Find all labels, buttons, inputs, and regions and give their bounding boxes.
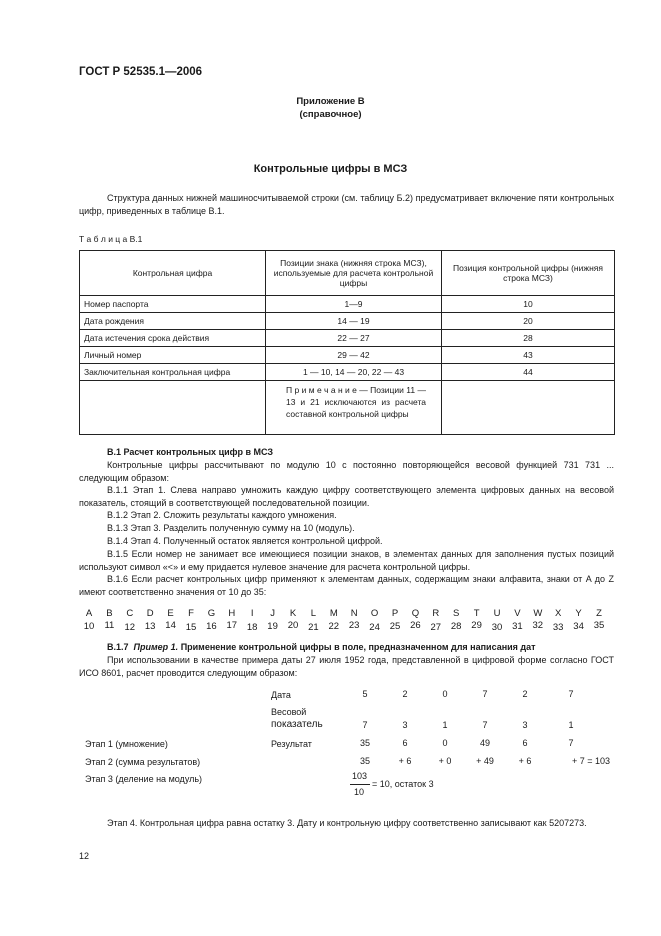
alphabet-letter: E <box>167 608 174 619</box>
b1-paragraph: Контрольные цифры рассчитывают по модулю 10 с постоянно повторяющейся весовой функцией 731 731 ... следующим образом: <box>79 460 614 483</box>
sum-term: + 6 <box>518 756 532 766</box>
alphabet-letter: K <box>289 608 297 619</box>
section-title: Контрольные цифры в МСЗ <box>253 163 408 175</box>
table-note-cell <box>266 381 442 435</box>
table-caption: Т а б л и ц а В.1 <box>79 234 143 244</box>
product-value: 7 <box>568 738 574 748</box>
date-digit: 5 <box>362 689 368 699</box>
empty-cell <box>80 381 266 435</box>
sum-term: + 6 <box>398 756 412 766</box>
example-heading <box>107 641 536 654</box>
weight-value: 7 <box>362 720 368 730</box>
table-cell: 22 — 27 <box>266 330 442 347</box>
alphabet-letter: O <box>370 608 379 619</box>
b1-heading: В.1 Расчет контрольных цифр в МСЗ <box>107 447 274 457</box>
date-digit: 2 <box>522 689 528 699</box>
alphabet-value: 16 <box>206 621 217 632</box>
table-cell: Личный номер <box>80 347 266 364</box>
alphabet-value: 13 <box>144 621 156 632</box>
product-value: 49 <box>479 738 490 748</box>
sum-term: + 0 <box>438 756 452 766</box>
alphabet-value: 34 <box>573 621 584 632</box>
alphabet-letter: L <box>310 608 317 619</box>
table-cell: 43 <box>442 347 615 364</box>
alphabet-letter: U <box>493 608 501 619</box>
table-row <box>80 296 615 313</box>
table-header-row <box>80 251 615 296</box>
alphabet-value: 23 <box>348 620 360 631</box>
table-cell: 14 — 19 <box>266 313 442 330</box>
alphabet-letter: X <box>555 608 562 619</box>
table-cell: 10 <box>442 296 615 313</box>
alphabet-value: 14 <box>165 620 176 631</box>
table-cell: 44 <box>442 364 615 381</box>
alphabet-letter: B <box>106 608 113 619</box>
alphabet-value: 18 <box>246 622 258 633</box>
alphabet-value: 32 <box>532 620 544 631</box>
stage-3-label: Этап 3 (деление на модуль) <box>85 774 203 784</box>
product-value: 35 <box>359 738 370 748</box>
b1-4-paragraph: В.1.4 Этап 4. Полученный остаток является контрольной цифрой. <box>107 536 383 546</box>
alphabet-value: 26 <box>410 620 421 631</box>
alphabet-letter: H <box>228 608 236 619</box>
alphabet-letter: M <box>329 608 338 619</box>
alphabet-letter: Z <box>596 608 602 619</box>
b1-3-paragraph: В.1.3 Этап 3. Разделить полученную сумму на 10 (модуль). <box>107 523 355 533</box>
table-cell: 20 <box>442 313 615 330</box>
table-row <box>80 364 615 381</box>
header-cell: Контрольная цифра <box>80 251 266 296</box>
table-cell: Заключительная контрольная цифра <box>80 364 266 381</box>
weight-value: 1 <box>568 720 574 730</box>
result-label: Результат <box>271 739 312 749</box>
product-value: 6 <box>522 738 528 748</box>
b1-6-paragraph: В.1.6 Если расчет контрольных цифр применяют к элементам данных, содержащим знаки алфавита, знаки от A до Z имеют соответственно значения от 10 до 35: <box>79 574 614 597</box>
example-paragraph: При использовании в качестве примера даты 27 июля 1952 года, представленной в цифровой форме согласно ГОСТ ИСО 8601, расчет проводится следующим образом: <box>79 655 614 678</box>
table-cell: Дата истечения срока действия <box>80 330 266 347</box>
alphabet-value: 21 <box>308 622 319 633</box>
alphabet-value: 25 <box>389 621 401 632</box>
conclusion-paragraph: Этап 4. Контрольная цифра равна остатку 3. Дату и контрольную цифру соответственно записывают как 5207273. <box>107 818 587 828</box>
alphabet-value: 19 <box>267 621 278 632</box>
alphabet-value: 35 <box>593 620 605 631</box>
alphabet-value: 17 <box>226 620 238 631</box>
annex-subtitle: (справочное) <box>299 109 362 120</box>
sum-term: + 7 = 103 <box>571 756 611 766</box>
control-digits-table <box>79 250 615 435</box>
table-cell: 28 <box>442 330 615 347</box>
weight-label-line2: показатель <box>271 719 323 730</box>
weight-value: 7 <box>482 720 488 730</box>
fraction-denominator: 10 <box>354 787 365 797</box>
alphabet-letter: N <box>350 608 358 619</box>
date-digit: 2 <box>402 689 408 699</box>
stage-2-label: Этап 2 (сумма результатов) <box>85 757 201 767</box>
fraction-bar <box>350 784 370 785</box>
alphabet-value: 10 <box>83 621 95 632</box>
alphabet-letter: F <box>188 608 194 619</box>
b1-2-paragraph: В.1.2 Этап 2. Сложить результаты каждого умножения. <box>107 510 337 520</box>
alphabet-letter: Q <box>411 608 420 619</box>
alphabet-value: 15 <box>185 622 197 633</box>
alphabet-value: 22 <box>328 621 340 632</box>
alphabet-letter: A <box>85 608 93 619</box>
table-row <box>80 313 615 330</box>
example-heading-number: В.1.7 <box>107 642 129 652</box>
sum-term: 35 <box>359 756 370 766</box>
page-number: 12 <box>79 851 90 861</box>
alphabet-letter: S <box>453 608 460 619</box>
b1-5-paragraph: В.1.5 Если номер не занимает все имеющиеся позиции знаков, в элементах данных для заполнения пустых позиций используют символ «<» и ему придается нулевое значение для расчета контрольной цифры. <box>79 549 614 572</box>
table-cell: 1—9 <box>266 296 442 313</box>
date-digit: 7 <box>482 689 488 699</box>
alphabet-value: 33 <box>552 622 564 633</box>
weight-value: 3 <box>402 720 408 730</box>
table-cell: Дата рождения <box>80 313 266 330</box>
alphabet-value: 29 <box>471 620 482 631</box>
alphabet-value: 24 <box>369 622 380 633</box>
date-digit: 7 <box>568 689 574 699</box>
product-value: 0 <box>442 738 448 748</box>
alphabet-letter: I <box>250 608 254 619</box>
fraction-result: = 10, остаток 3 <box>372 779 434 789</box>
product-value: 6 <box>402 738 408 748</box>
example-heading-label: Пример 1. <box>133 642 179 652</box>
alphabet-value: 20 <box>287 620 299 631</box>
alphabet-letter: G <box>207 608 216 619</box>
table-cell: Номер паспорта <box>80 296 266 313</box>
alphabet-letter: R <box>432 608 440 619</box>
alphabet-letter: D <box>146 608 154 619</box>
header-cell: Позиции знака (нижняя строка МСЗ), используемые для расчета контрольной цифры <box>266 251 442 296</box>
alphabet-letter: T <box>473 608 480 619</box>
date-label: Дата <box>271 690 291 700</box>
alphabet-value: 30 <box>491 622 503 633</box>
alphabet-value: 28 <box>450 621 462 632</box>
date-digit: 0 <box>442 689 448 699</box>
intro-paragraph: Структура данных нижней машиносчитываемой строки (см. таблицу Б.2) предусматривает включение пяти контрольных цифр, приведенных в таблице В.1. <box>79 193 614 216</box>
b1-1-paragraph: В.1.1 Этап 1. Слева направо умножить каждую цифру соответствующего элемента цифровых данных на весовой показатель, стоящий в соответствующей последовательной позиции. <box>79 485 614 508</box>
alphabet-letter: V <box>514 608 521 619</box>
weight-value: 3 <box>522 720 528 730</box>
table-note-row <box>80 381 615 435</box>
alphabet-letter: W <box>533 608 543 619</box>
table-row <box>80 330 615 347</box>
sum-term: + 49 <box>476 756 494 766</box>
alphabet-letter: P <box>391 608 399 619</box>
alphabet-letter: J <box>270 608 275 619</box>
header-cell: Позиция контрольной цифры (нижняя строка МСЗ) <box>442 251 615 296</box>
alphabet-value: 12 <box>124 622 136 633</box>
stage-1-label: Этап 1 (умножение) <box>85 739 168 749</box>
empty-cell <box>442 381 615 435</box>
weight-value: 1 <box>442 720 448 730</box>
table-cell: 1 — 10, 14 — 20, 22 — 43 <box>266 364 442 381</box>
alphabet-value: 11 <box>104 620 115 631</box>
table-cell: 29 — 42 <box>266 347 442 364</box>
table-note: П р и м е ч а н и е — Позиции 11 — 13 и 21 исключаются из расчета составной контрольной цифры <box>286 385 426 419</box>
table-row <box>80 347 615 364</box>
document-header: ГОСТ Р 52535.1—2006 <box>79 66 203 78</box>
alphabet-value: 27 <box>430 622 442 633</box>
weight-label-line1: Весовой <box>271 707 307 717</box>
fraction-numerator: 103 <box>352 771 368 781</box>
alphabet-letter: Y <box>575 608 582 619</box>
alphabet-value: 31 <box>512 621 523 632</box>
alphabet-letter: C <box>126 608 134 619</box>
example-heading-text: Применение контрольной цифры в поле, предназначенном для написания дат <box>180 642 536 652</box>
annex-title: Приложение В <box>296 96 365 107</box>
